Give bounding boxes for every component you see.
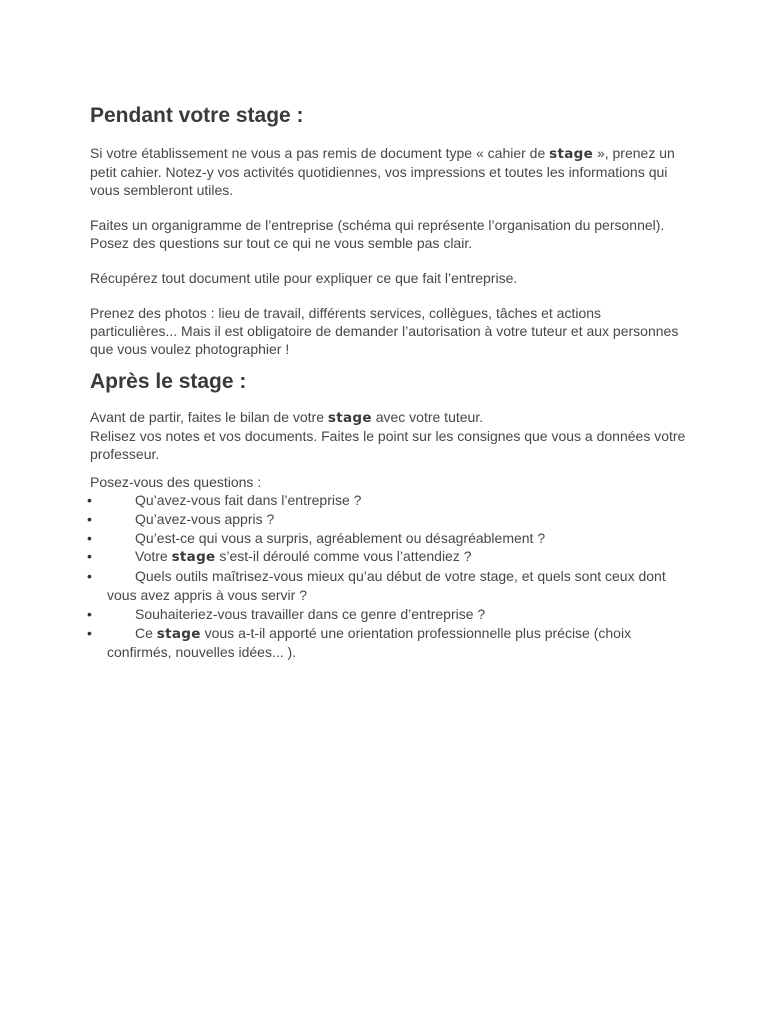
bullet-icon: • <box>87 510 92 527</box>
questions-intro: Posez-vous des questions : <box>90 474 262 490</box>
question-text: Qu’avez-vous appris ? <box>135 510 275 527</box>
question-text-part: Votre <box>135 548 172 565</box>
list-item <box>87 529 687 548</box>
paragraph-text: Avant de partir, faites le bilan de votre <box>90 409 328 425</box>
question-text: Qu’est-ce qui vous a surpris, agréablement ou désagréablement ? <box>135 529 546 546</box>
section-title-after-internship: Après le stage : <box>90 370 247 393</box>
questions-list <box>87 491 687 662</box>
paragraph-reread-notes: Relisez vos notes et vos documents. Faites le point sur les consignes que vous a données votre professeur. <box>90 428 686 462</box>
keyword-stage: stage <box>327 410 372 426</box>
paragraph-notebook <box>90 144 690 199</box>
question-text-part: s’est-il déroulé comme vous l’attendiez ? <box>215 548 472 565</box>
keyword-stage: stage <box>156 625 201 642</box>
section-title-during-internship: Pendant votre stage : <box>90 104 304 127</box>
paragraph-text: », prenez un petit cahier. Notez-y vos activités quotidiennes, vos impressions et toutes les informations qui vous sembleront utiles. <box>90 145 675 198</box>
question-text-part: vous a-t-il apporté une orientation professionnelle plus précise (choix confirmés, nouvelles idées... ). <box>107 624 632 661</box>
keyword-stage: stage <box>549 146 594 162</box>
list-item <box>87 624 687 663</box>
list-item <box>87 567 687 605</box>
bullet-icon: • <box>87 492 92 508</box>
question-text: Quels outils maîtrisez-vous mieux qu’au début de votre stage, et quels sont ceux dont vous avez appris à vous servir ? <box>107 568 666 603</box>
question-text-part: Ce <box>135 624 157 641</box>
document-page <box>87 102 690 662</box>
paragraph-documents: Récupérez tout document utile pour expliquer ce que fait l’entreprise. <box>90 270 518 286</box>
keyword-stage: stage <box>171 549 216 566</box>
question-text <box>107 625 631 661</box>
paragraph-review <box>90 408 690 427</box>
question-text: Souhaiteriez-vous travailler dans ce genre d’entreprise ? <box>135 605 486 622</box>
list-item <box>87 491 687 510</box>
paragraph-text: avec votre tuteur. <box>371 409 484 425</box>
question-text <box>107 548 472 564</box>
bullet-icon: • <box>87 568 92 585</box>
list-item <box>87 510 687 529</box>
paragraph-text: Si votre établissement ne vous a pas remis de document type « cahier de <box>90 145 550 161</box>
bullet-icon: • <box>87 548 92 565</box>
paragraph-organigram: Faites un organigramme de l’entreprise (schéma qui représente l’organisation du personnel). Posez des questions sur tout ce qui ne vous semble pas clair. <box>90 217 665 251</box>
question-text: Qu’avez-vous fait dans l’entreprise ? <box>135 492 362 508</box>
bullet-icon: • <box>87 624 92 641</box>
bullet-icon: • <box>87 605 92 622</box>
list-item <box>87 605 687 624</box>
list-item <box>87 547 687 567</box>
paragraph-photos: Prenez des photos : lieu de travail, différents services, collègues, tâches et actions particulières... Mais il est obligatoire de demander l’autorisation à votre tuteur et aux personnes que vous voulez photographier ! <box>90 305 679 357</box>
bullet-icon: • <box>87 529 92 546</box>
